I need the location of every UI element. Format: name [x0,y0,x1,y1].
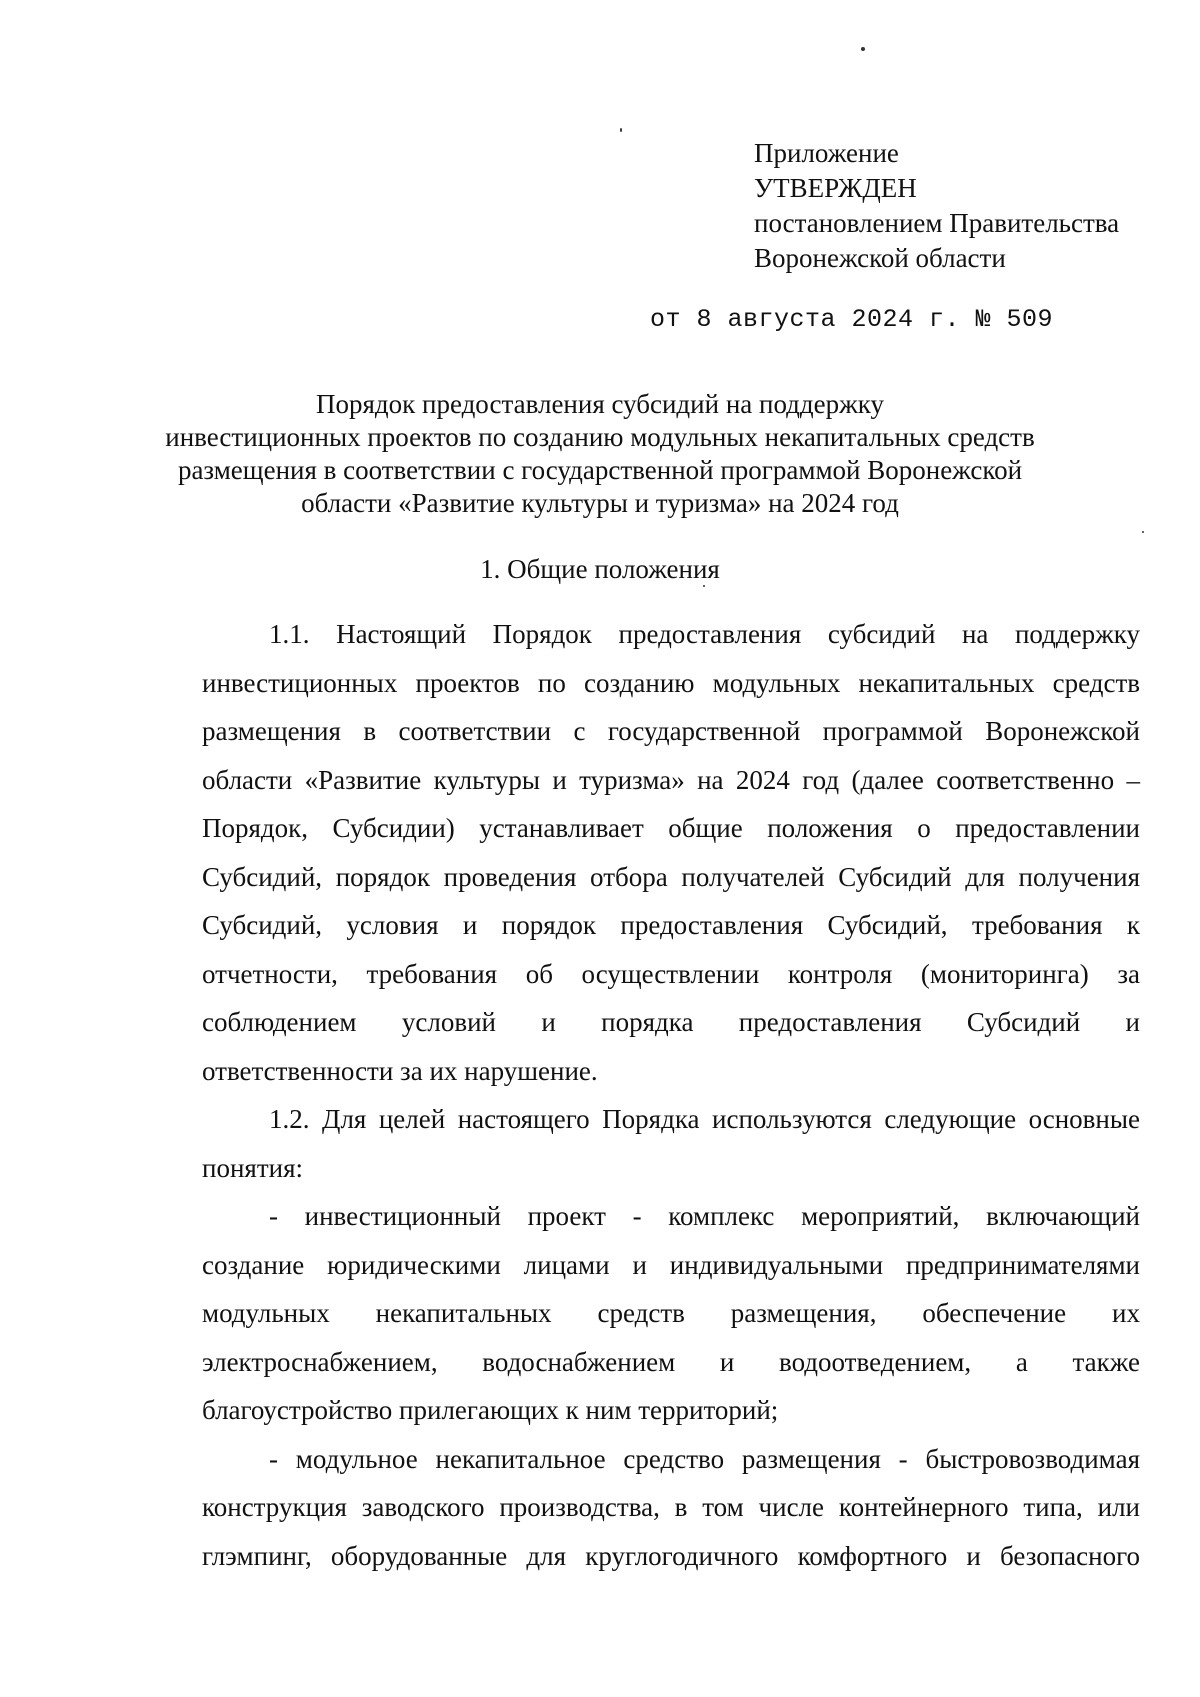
text-line: благоустройство прилегающих к ним территорий; [202,1395,779,1425]
title-line: области «Развитие культуры и туризма» на 2024 год [301,488,899,518]
text-line: - инвестиционный проект - комплекс мероприятий, включающий [269,1201,1140,1231]
text-line: инвестиционных проектов по созданию модульных некапитальных средств [202,667,1140,698]
paragraph-1-2 [202,1095,1140,1192]
approved-stamp-text: УТВЕРЖДЕН [754,173,917,203]
text-line: глэмпинг, оборудованные для круглогодичного комфортного и безопасного [202,1540,1140,1571]
approval-block [754,136,1119,276]
text-line: Субсидий, порядок проведения отбора получателей Субсидий для получения [202,861,1140,892]
decree-date-number: от 8 августа 2024 г. № 509 [650,305,1054,334]
approved-by-line-1: постановлением Правительства [754,208,1120,238]
text-line: конструкция заводского производства, в том числе контейнерного типа, или [202,1492,1140,1522]
approved-by-line-2: Воронежской области [754,243,1006,273]
text-line: соблюдением условий и порядка предоставления Субсидий и [202,1007,1140,1037]
text-line: понятия: [202,1152,303,1183]
appendix-label: Приложение [754,138,899,168]
text-line: области «Развитие культуры и туризма» на 2024 год (далее соответственно – [202,764,1140,795]
text-line: - модульное некапитальное средство размещения - быстровозводимая [269,1443,1140,1474]
text-line: 1.1. Настоящий Порядок предоставления субсидий на поддержку [269,619,1140,649]
text-line: ответственности за их нарушение. [202,1055,598,1086]
title-line: инвестиционных проектов по созданию модульных некапитальных средств [165,422,1035,452]
text-line: отчетности, требования об осуществлении контроля (мониторинга) за [202,958,1140,989]
text-line: размещения в соответствии с государственной программой Воронежской [202,716,1140,746]
text-line: Субсидий, условия и порядок предоставления Субсидий, требования к [202,910,1140,940]
text-line: 1.2. Для целей настоящего Порядка используются следующие основные [269,1104,1140,1134]
scan-speck [620,128,622,132]
text-line: создание юридическими лицами и индивидуальными предпринимателями [202,1249,1140,1280]
paragraph-1-1 [202,610,1140,1095]
text-line: электроснабжением, водоснабжением и водоотведением, а также [202,1346,1140,1377]
scan-speck [861,47,865,51]
text-line: Порядок, Субсидии) устанавливает общие положения о предоставлении [202,813,1140,843]
definition-modular-accommodation [202,1435,1140,1581]
title-line: размещения в соответствии с государственной программой Воронежской [177,455,1023,485]
definition-investment-project [202,1192,1140,1435]
title-line: Порядок предоставления субсидий на поддержку [315,389,885,419]
document-title [150,388,1050,520]
scan-speck [1142,531,1144,533]
body-text [202,610,1140,1580]
text-line: модульных некапитальных средств размещения, обеспечение их [202,1298,1140,1328]
section-heading: 1. Общие положения [480,554,720,584]
